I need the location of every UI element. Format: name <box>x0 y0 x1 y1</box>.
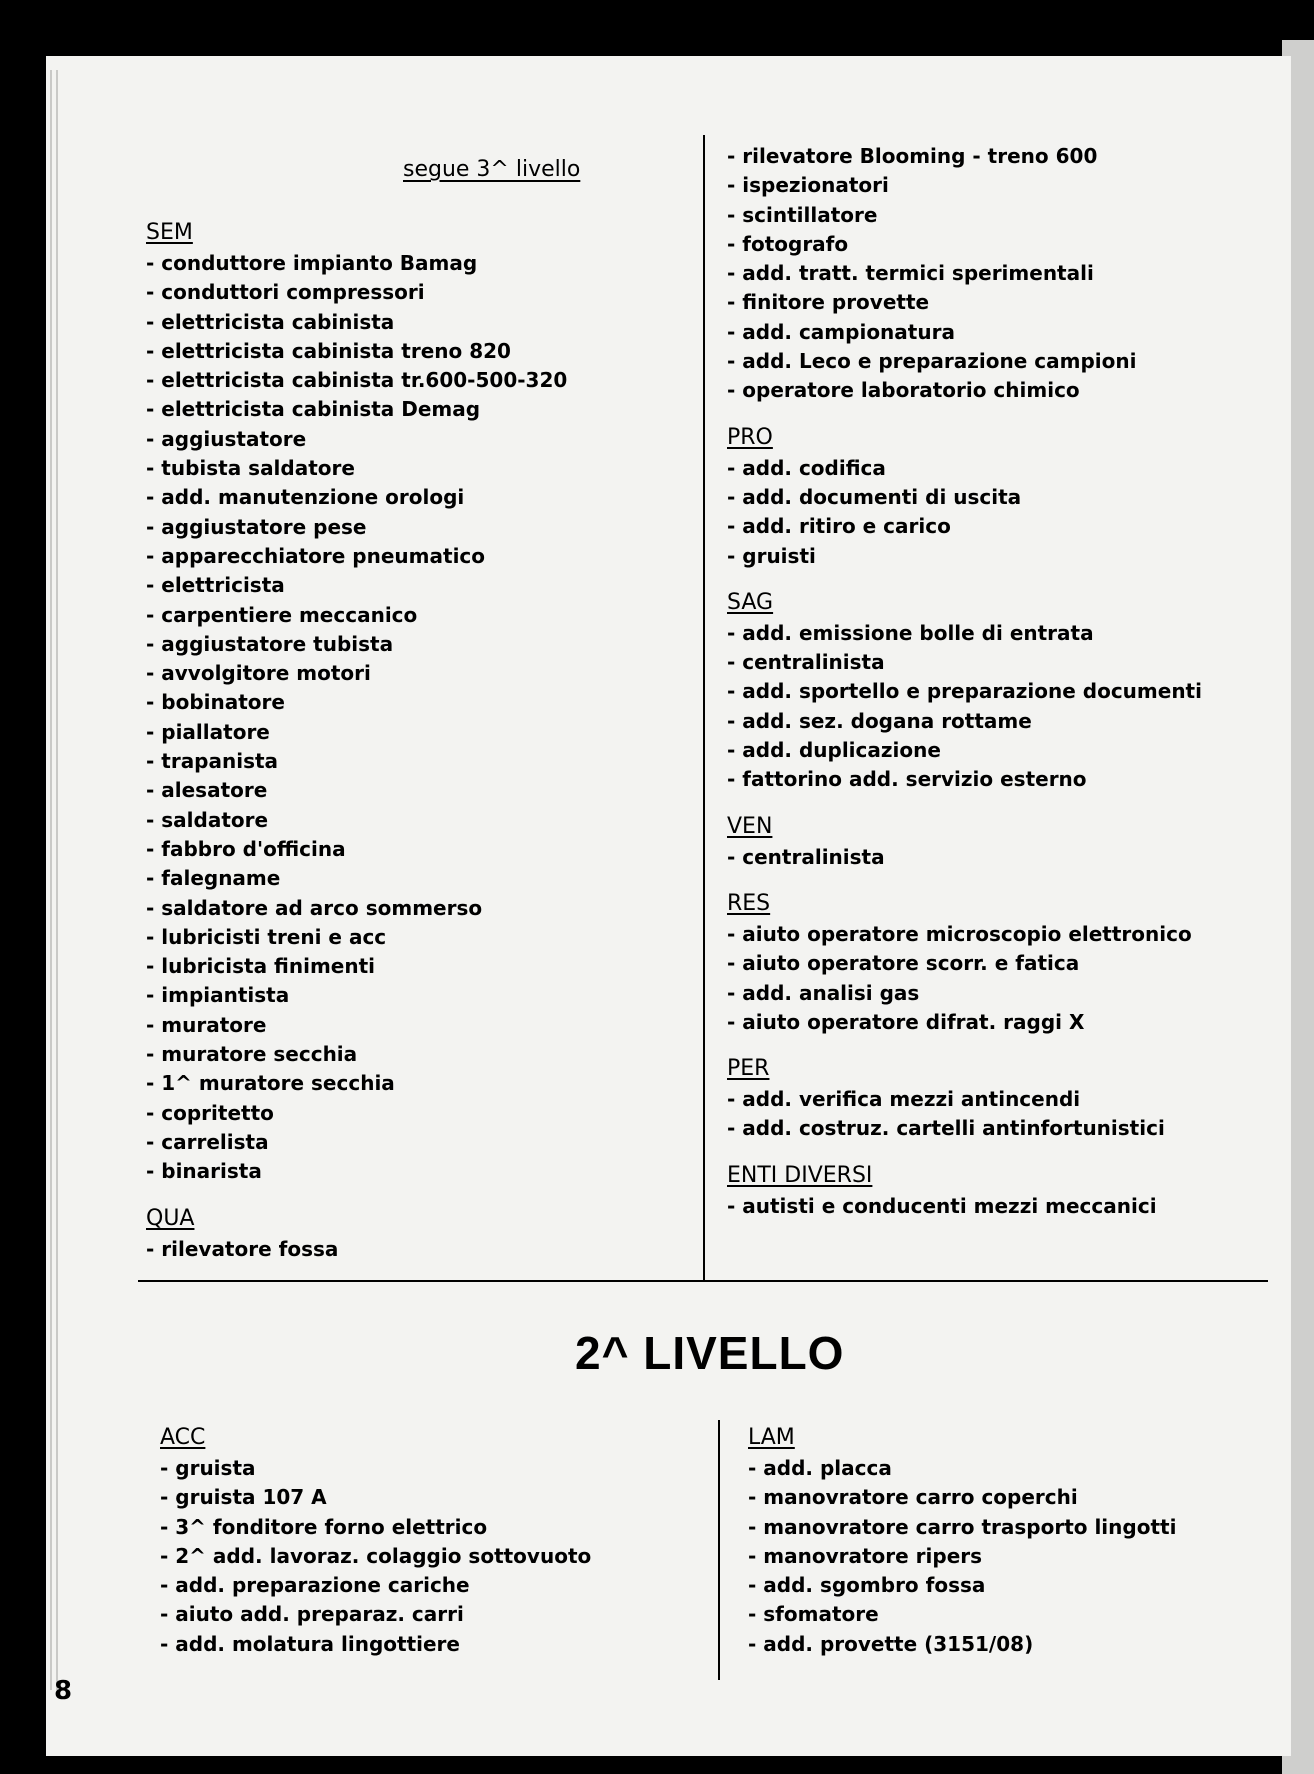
job-list-item: - elettricista cabinista tr.600-500-320 <box>146 368 568 393</box>
level2-column-divider <box>718 1420 720 1680</box>
level-title: 2^ LIVELLO <box>575 1327 845 1379</box>
section-divider <box>138 1280 1268 1282</box>
job-list-item: - rilevatore Blooming - treno 600 <box>727 144 1098 168</box>
column-divider <box>703 135 705 1280</box>
job-list-item: - saldatore <box>146 807 269 832</box>
job-list-item: - lubricisti treni e acc <box>146 924 387 949</box>
group-spacer <box>146 1187 686 1203</box>
job-list-item: - finitore provette <box>727 290 930 315</box>
job-list-item: - aggiustatore pese <box>146 514 367 539</box>
job-list-item: - carpentiere meccanico <box>146 602 418 627</box>
job-list-item: - gruista 107 A <box>160 1485 327 1510</box>
job-list-item: - gruista <box>160 1456 256 1480</box>
job-list-item: - add. sgombro fossa <box>748 1573 986 1598</box>
job-list-item: - rilevatore fossa <box>146 1236 339 1261</box>
right-column <box>727 142 1267 1221</box>
job-list-item: - muratore <box>146 1012 267 1037</box>
department-header: ENTI DIVERSI <box>727 1162 873 1188</box>
job-list-item: - add. costruz. cartelli antinfortunistici <box>727 1116 1165 1141</box>
job-list-item: - elettricista cabinista Demag <box>146 397 481 422</box>
job-list-item: - bobinatore <box>146 690 285 715</box>
job-list-item: - add. tratt. termici sperimentali <box>727 261 1094 286</box>
job-list-item: - operatore laboratorio chimico <box>727 378 1080 403</box>
job-list-item: - impiantista <box>146 983 290 1008</box>
department-header: QUA <box>146 1205 195 1231</box>
page-stack-line <box>56 70 58 1690</box>
job-list-item: - avvolgitore motori <box>146 661 371 686</box>
job-list-item: - trapanista <box>146 749 279 774</box>
job-list-item: - add. ritiro e carico <box>727 514 951 539</box>
level2-right-column <box>748 1422 1268 1659</box>
job-list-item: - centralinista <box>727 844 885 869</box>
job-list-item: - fotografo <box>727 231 849 256</box>
job-list-item: - conduttori compressori <box>146 280 425 305</box>
job-list-item: - manovratore carro coperchi <box>748 1485 1078 1510</box>
department-header: PER <box>727 1056 770 1082</box>
department-header: SAG <box>727 589 774 615</box>
job-list-item: - autisti e conducenti mezzi meccanici <box>727 1193 1157 1218</box>
job-list-item: - elettricista cabinista <box>146 309 395 334</box>
job-list-item: - manovratore carro trasporto lingotti <box>748 1514 1177 1539</box>
left-column <box>146 217 686 1264</box>
job-list-item: - aiuto add. preparaz. carri <box>160 1602 464 1627</box>
job-list-item: - fattorino add. servizio esterno <box>727 767 1087 792</box>
job-list-item: - muratore secchia <box>146 1042 358 1067</box>
job-list-item: - scintillatore <box>727 202 878 227</box>
group-spacer <box>727 571 1267 587</box>
job-list-item: - tubista saldatore <box>146 456 355 481</box>
job-list-item: - sfomatore <box>748 1602 879 1627</box>
job-list-item: - add. codifica <box>727 455 886 480</box>
job-list-item: - lubricista finimenti <box>146 954 376 979</box>
job-list-item: - 3^ fonditore forno elettrico <box>160 1514 488 1539</box>
job-list-item: - centralinista <box>727 650 885 675</box>
job-list-item: - add. sez. dogana rottame <box>727 708 1032 733</box>
group-spacer <box>727 1037 1267 1053</box>
continued-heading: segue 3^ livello <box>403 157 581 182</box>
job-list-item: - add. documenti di uscita <box>727 484 1022 509</box>
job-list-item: - aggiustatore <box>146 426 307 451</box>
job-list-item: - add. duplicazione <box>727 738 941 763</box>
department-header: VEN <box>727 813 773 839</box>
job-list-item: - falegname <box>146 866 281 891</box>
job-list-item: - piallatore <box>146 719 270 744</box>
job-list-item: - binarista <box>146 1159 262 1184</box>
job-list-item: - add. emissione bolle di entrata <box>727 620 1094 645</box>
department-header: ACC <box>160 1425 206 1450</box>
job-list-item: - carrelista <box>146 1129 269 1154</box>
job-list-item: - elettricista <box>146 573 285 598</box>
job-list-item: - saldatore ad arco sommerso <box>146 895 483 920</box>
job-list-item: - add. manutenzione orologi <box>146 485 465 510</box>
job-list-item: - add. campionatura <box>727 319 955 344</box>
job-list-item: - manovratore ripers <box>748 1543 983 1568</box>
page-number: 8 <box>54 1676 73 1706</box>
job-list-item: - copritetto <box>146 1100 274 1125</box>
job-list-item: - apparecchiatore pneumatico <box>146 543 486 568</box>
job-list-item: - add. placca <box>748 1456 892 1480</box>
department-header: SEM <box>146 220 193 245</box>
job-list-item: - add. molatura lingottiere <box>160 1631 460 1656</box>
job-list-item: - add. Leco e preparazione campioni <box>727 349 1137 374</box>
department-header: LAM <box>748 1425 795 1450</box>
job-list-item: - aiuto operatore difrat. raggi X <box>727 1009 1085 1034</box>
page-stack-line <box>50 70 52 1690</box>
job-list-item: - add. sportello e preparazione documenti <box>727 679 1202 704</box>
level2-left-column <box>160 1422 680 1659</box>
job-list-item: - gruisti <box>727 543 816 568</box>
job-list-item: - aiuto operatore microscopio elettronico <box>727 921 1192 946</box>
job-list-item: - 2^ add. lavoraz. colaggio sottovuoto <box>160 1543 592 1568</box>
group-spacer <box>727 795 1267 811</box>
job-list-item: - add. verifica mezzi antincendi <box>727 1087 1081 1112</box>
job-list-item: - add. analisi gas <box>727 980 920 1005</box>
job-list-item: - elettricista cabinista treno 820 <box>146 338 511 363</box>
group-spacer <box>727 1144 1267 1160</box>
job-list-item: - ispezionatori <box>727 173 889 198</box>
job-list-item: - aiuto operatore scorr. e fatica <box>727 951 1080 976</box>
job-list-item: - aggiustatore tubista <box>146 631 394 656</box>
department-header: RES <box>727 890 771 916</box>
job-list-item: - conduttore impianto Bamag <box>146 251 478 275</box>
job-list-item: - alesatore <box>146 778 268 803</box>
group-spacer <box>727 406 1267 422</box>
group-spacer <box>727 872 1267 888</box>
job-list-item: - 1^ muratore secchia <box>146 1071 395 1096</box>
job-list-item: - add. provette (3151/08) <box>748 1631 1034 1656</box>
job-list-item: - add. preparazione cariche <box>160 1573 470 1598</box>
job-list-item: - fabbro d'officina <box>146 836 346 861</box>
department-header: PRO <box>727 424 773 450</box>
